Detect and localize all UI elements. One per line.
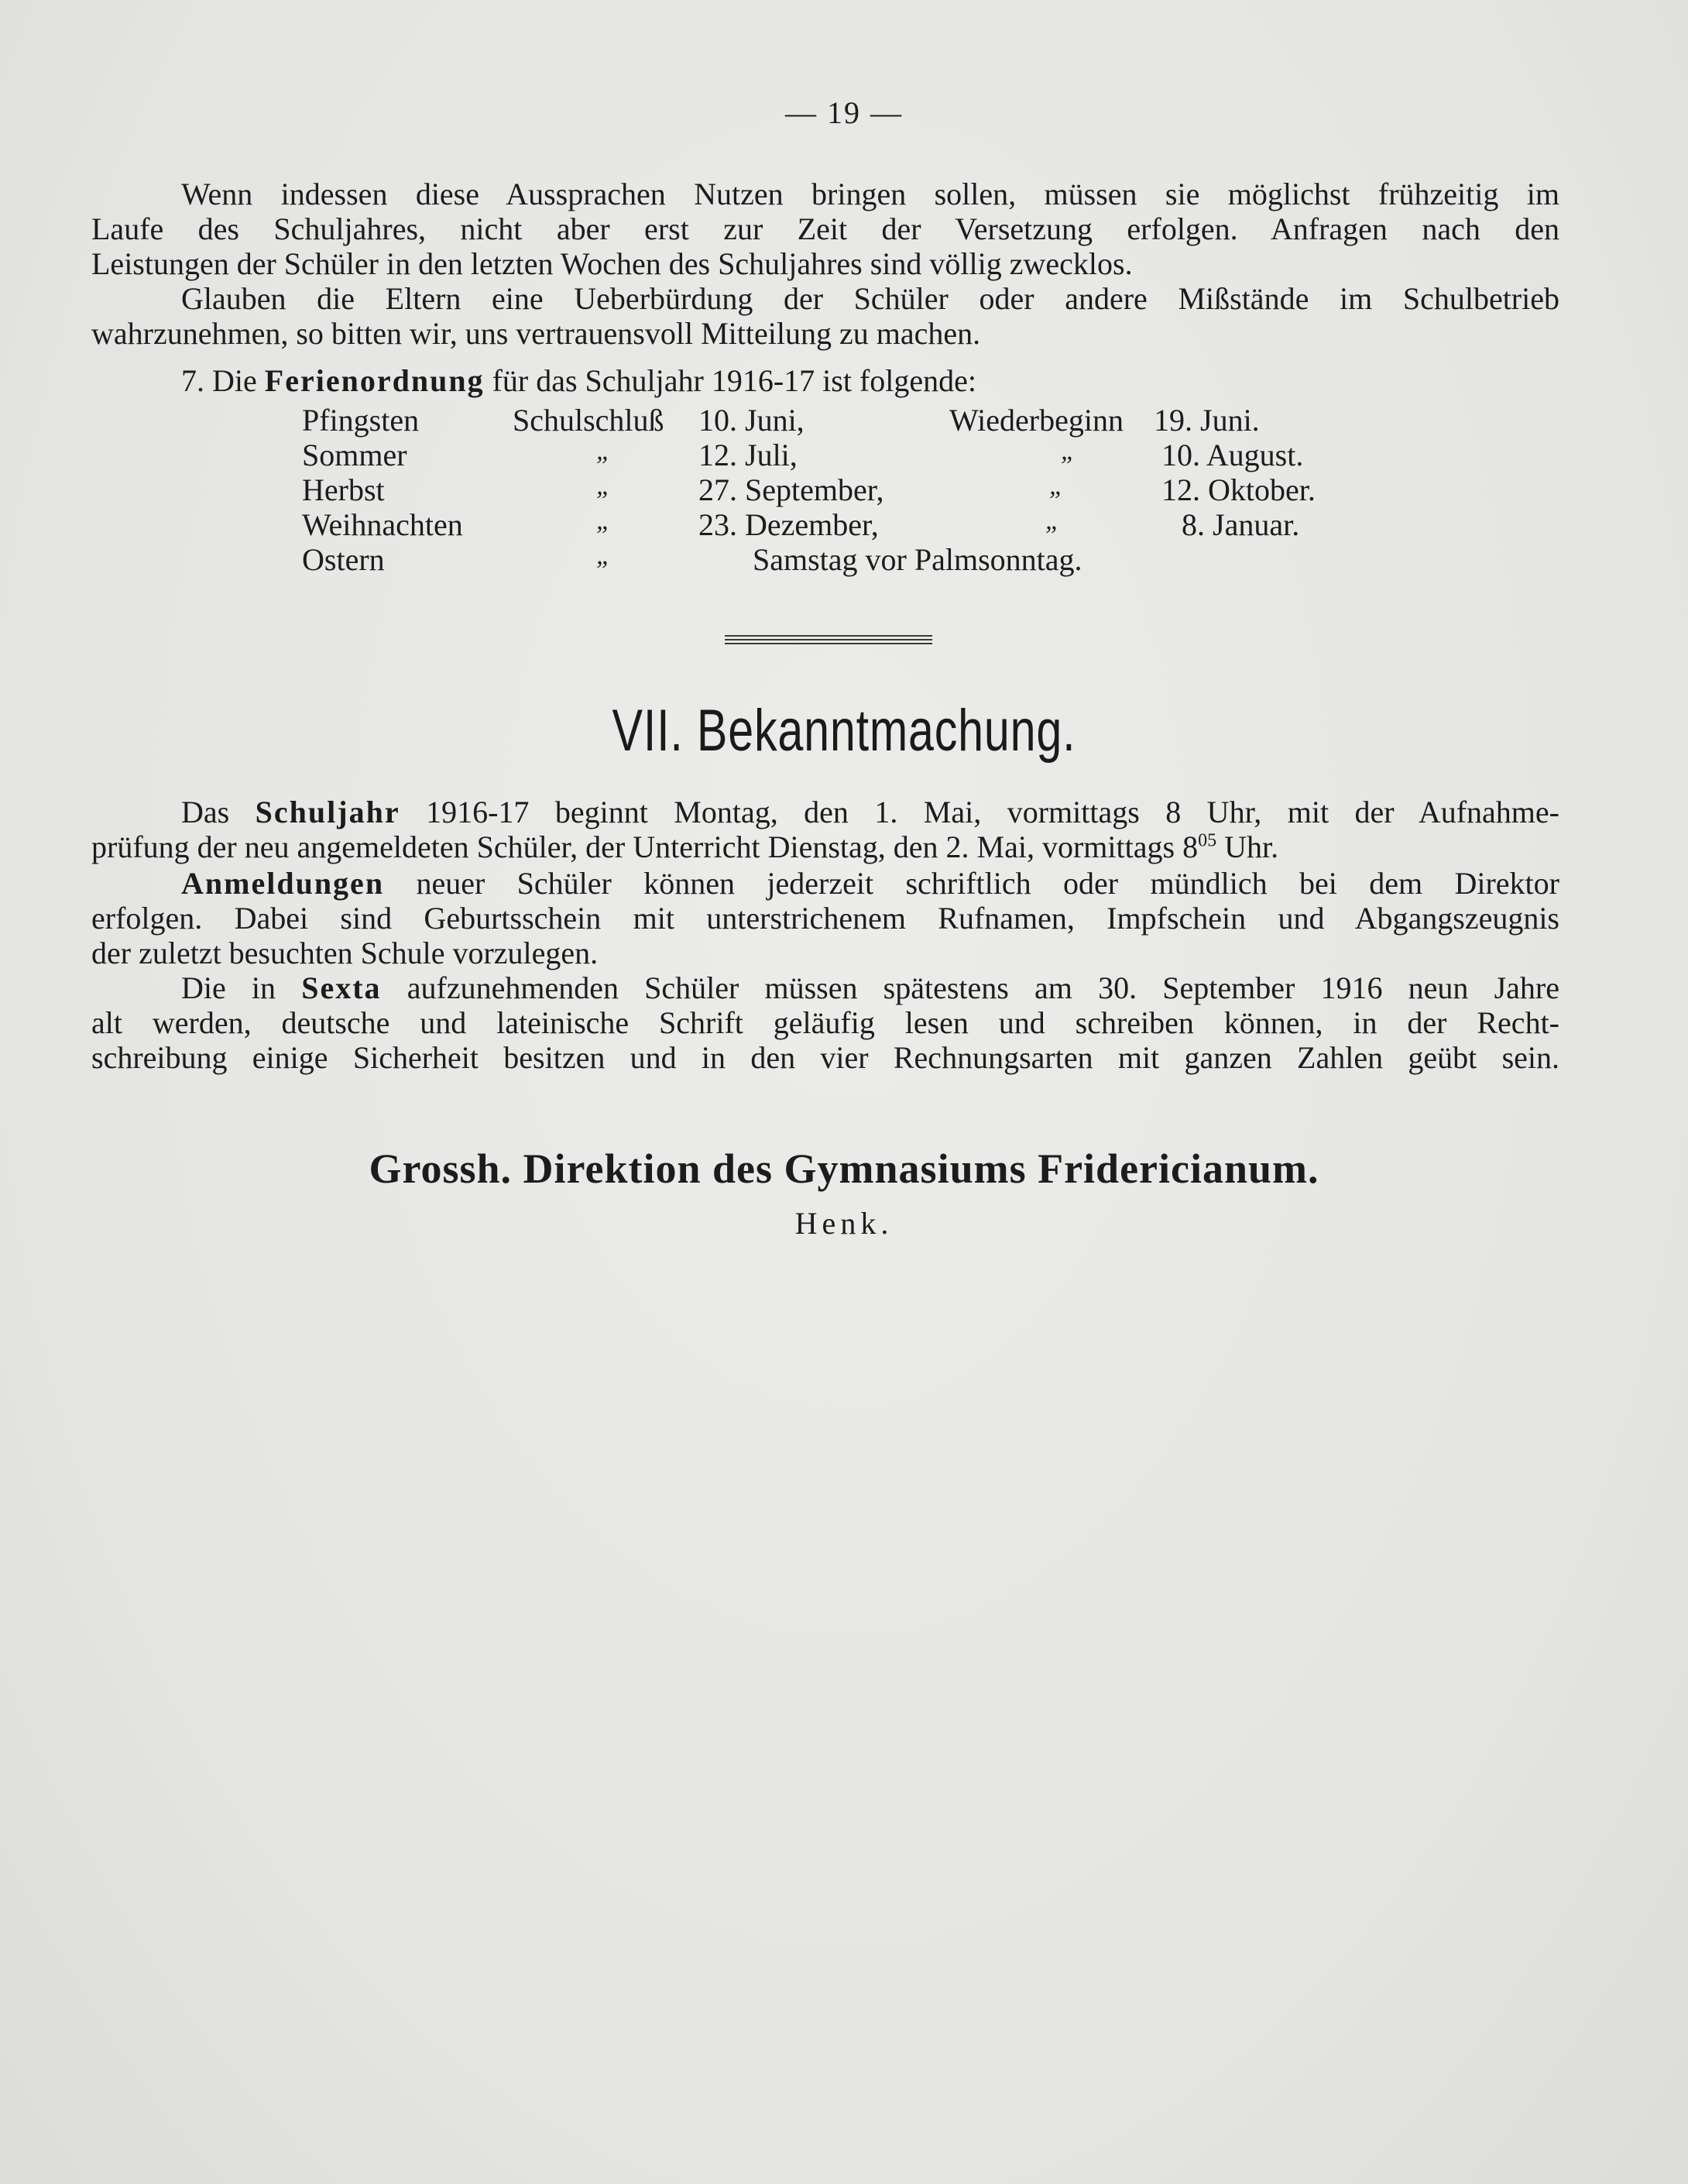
- holiday-end: 10. Juni,: [698, 403, 805, 438]
- holiday-schluss: „: [596, 507, 611, 535]
- holiday-row: [0, 541, 1688, 576]
- holiday-schluss: „: [596, 472, 611, 500]
- time-superscript: 05: [1198, 830, 1217, 851]
- holiday-end: Samstag vor Palmsonntag.: [753, 542, 1082, 577]
- holiday-start: 10. August.: [1161, 438, 1304, 472]
- text-line: [91, 866, 1559, 901]
- item-suffix: für das Schuljahr 1916-17 ist folgende:: [492, 363, 976, 398]
- holiday-row: [0, 507, 1688, 541]
- holiday-name: Weihnachten: [302, 507, 463, 542]
- holiday-name: Ostern: [302, 542, 385, 577]
- holiday-start: 12. Oktober.: [1161, 472, 1316, 507]
- paragraph-schuljahr: [91, 795, 1559, 864]
- text-fragment: Das: [181, 795, 230, 829]
- text-line: Laufe des Schuljahres, nicht aber erst zur Zeit der Versetzung erfolgen. Anfragen nach den: [91, 211, 1559, 246]
- holiday-name: Sommer: [302, 438, 407, 472]
- ferienordnung-heading: [181, 362, 976, 399]
- page-number: — 19 —: [785, 95, 903, 130]
- text-line: alt werden, deutsche und lateinische Schrift geläufig lesen und schreiben können, in der Recht-: [91, 1005, 1559, 1040]
- section-title: VII. Bekanntmachung.: [612, 698, 1076, 764]
- text-line: [91, 970, 1559, 1005]
- holiday-schluss: Schulschluß: [513, 403, 664, 438]
- holiday-end: 27. September,: [698, 472, 884, 507]
- holiday-name: Pfingsten: [302, 403, 420, 438]
- text-fragment: aufzunehmenden Schüler müssen spätestens am 30. September 1916 neun Jahre: [407, 970, 1560, 1005]
- text-fragment: Uhr.: [1216, 829, 1279, 864]
- holiday-wieder: „: [1049, 472, 1064, 500]
- text-line: Leistungen der Schüler in den letzten Wochen des Schuljahres sind völlig zwecklos.: [91, 246, 1133, 281]
- paragraph-anmeldungen: [91, 866, 1559, 970]
- signature-name: Henk.: [794, 1206, 894, 1241]
- text-fragment: neuer Schüler können jederzeit schriftlich oder mündlich bei dem Direktor: [416, 866, 1559, 901]
- holiday-wieder: „: [1061, 437, 1076, 465]
- text-line: Wenn indessen diese Aussprachen Nutzen bringen sollen, müssen sie möglichst frühzeitig im: [181, 177, 1559, 211]
- holiday-wieder: „: [1045, 507, 1060, 535]
- anmeldungen-label: Anmeldungen: [181, 866, 385, 901]
- paragraph-ueberbuerdung: [91, 281, 1559, 351]
- ferienordnung-label: Ferienordnung: [264, 363, 485, 398]
- text-line: der zuletzt besuchten Schule vorzulegen.: [91, 936, 599, 970]
- holiday-start: 8. Januar.: [1182, 507, 1300, 542]
- text-line: [91, 795, 1559, 829]
- holiday-wieder: Wiederbeginn: [949, 403, 1124, 438]
- holiday-row: [0, 437, 1688, 472]
- paragraph-sexta: [91, 970, 1559, 1075]
- holiday-end: 12. Juli,: [698, 438, 798, 472]
- text-fragment: prüfung der neu angemeldeten Schüler, der Unterricht Dienstag, den 2. Mai, vormittags 8: [91, 829, 1199, 864]
- text-line: erfolgen. Dabei sind Geburtsschein mit unterstrichenem Rufnamen, Impfschein und Abgangszeugnis: [91, 901, 1559, 936]
- holiday-schluss: „: [596, 541, 611, 570]
- text-fragment: 1916-17 beginnt Montag, den 1. Mai, vormittags 8 Uhr, mit der Aufnahme-: [426, 795, 1559, 829]
- holiday-schluss: „: [596, 437, 611, 465]
- sexta-label: Sexta: [301, 970, 382, 1005]
- text-line: wahrzunehmen, so bitten wir, uns vertrauensvoll Mitteilung zu machen.: [91, 316, 981, 351]
- holiday-row: [0, 472, 1688, 507]
- paragraph-aussprachen: [91, 177, 1559, 281]
- schuljahr-label: Schuljahr: [255, 795, 400, 829]
- holiday-end: 23. Dezember,: [698, 507, 879, 542]
- section-divider: [725, 635, 932, 647]
- holiday-row: [0, 402, 1688, 437]
- holiday-start: 19. Juni.: [1154, 403, 1260, 438]
- signature-institution: Grossh. Direktion des Gymnasiums Fridericianum.: [369, 1145, 1319, 1192]
- text-line: Glauben die Eltern eine Ueberbürdung der Schüler oder andere Mißstände im Schulbetrieb: [181, 281, 1559, 316]
- item-prefix: 7. Die: [181, 363, 257, 398]
- text-line: schreibung einige Sicherheit besitzen und in den vier Rechnungsarten mit ganzen Zahlen geübt sein.: [91, 1040, 1559, 1075]
- text-fragment: Die in: [181, 970, 276, 1005]
- text-line: [91, 829, 1559, 864]
- holiday-name: Herbst: [302, 472, 385, 507]
